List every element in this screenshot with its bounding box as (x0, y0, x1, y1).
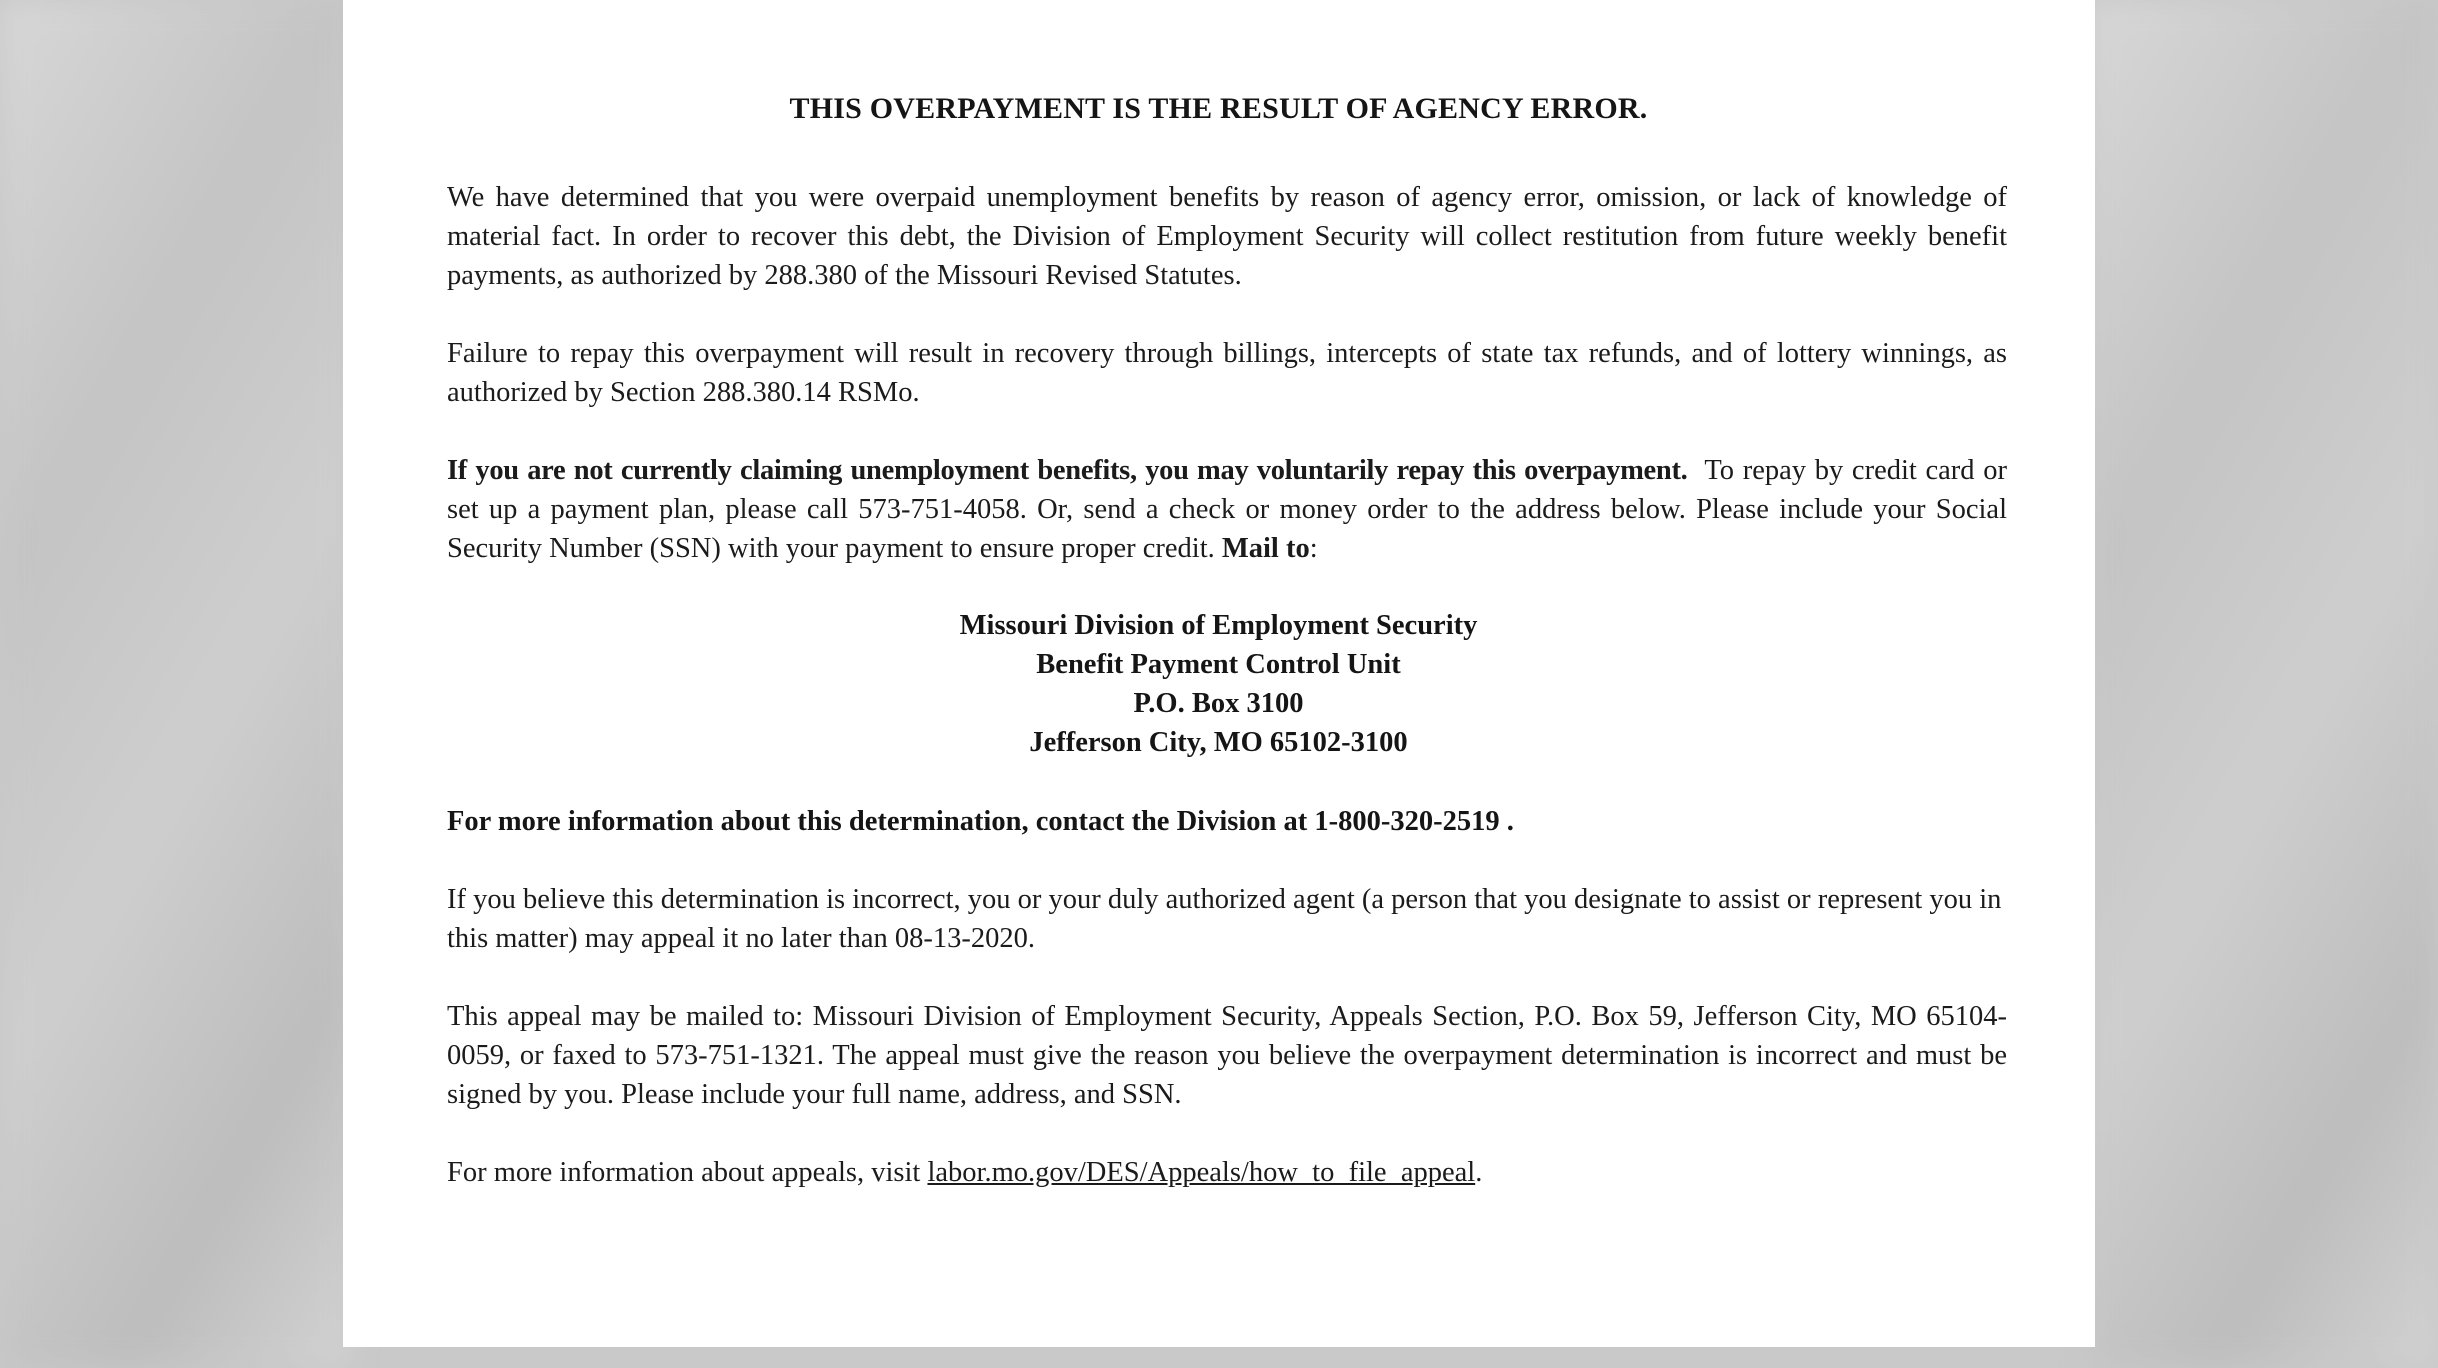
appeals-link-prefix: For more information about appeals, visit (447, 1157, 928, 1188)
paragraph-appeal-rights: If you believe this determination is incorrect, you or your duly authorized agent (a person that you designate to assist or represent you in this matter) may appeal it no later than 08-13-2020. (447, 884, 2002, 954)
background-blur-left (0, 0, 350, 1368)
voluntary-repayment-body: To repay by credit card or set up a payment plan, please call 573-751-4058. Or, send a check or money order to the address below. Please include your Social Security Number (SSN) with your payment to ensure proper credit. (447, 455, 2007, 564)
appeals-info-link[interactable]: labor.mo.gov/DES/Appeals/how_to_file_appeal (927, 1157, 1476, 1188)
page-title: THIS OVERPAYMENT IS THE RESULT OF AGENCY ERROR. (789, 92, 1648, 125)
document-page (343, 0, 2095, 1347)
mailing-address-block (406, 606, 2031, 762)
contact-division-line: For more information about this determination, contact the Division at 1-800-320-2519 . (447, 806, 1514, 837)
mailing-address-line-1: Missouri Division of Employment Security (959, 610, 1478, 641)
voluntary-repayment-lead: If you are not currently claiming unemployment benefits, you may voluntarily repay this overpayment. (447, 455, 1688, 486)
mailing-address-line-3: P.O. Box 3100 (1133, 688, 1304, 719)
paragraph-appeal-instructions: This appeal may be mailed to: Missouri Division of Employment Security, Appeals Section, P.O. Box 59, Jefferson City, MO 65104-0059, or faxed to 573-751-1321. The appeal must give the reason you believe the overpayment determination is incorrect and must be signed by you. Please include your full name, address, and SSN. (447, 1001, 2007, 1110)
paragraph-voluntary-repayment (406, 451, 2031, 568)
paragraph-failure-to-repay: Failure to repay this overpayment will result in recovery through billings, intercepts of state tax refunds, and of lottery winnings, as authorized by Section 288.380.14 RSMo. (447, 338, 2007, 408)
mail-to-colon: : (1309, 533, 1318, 564)
mail-to-label: Mail to (1221, 533, 1310, 564)
paragraph-appeals-link (406, 1153, 2031, 1192)
appeals-link-suffix: . (1475, 1157, 1483, 1188)
mailing-address-line-2: Benefit Payment Control Unit (1036, 649, 1401, 680)
mailing-address-line-4: Jefferson City, MO 65102-3100 (1029, 727, 1408, 758)
document-content (343, 0, 2095, 1192)
paragraph-overpayment-determination: We have determined that you were overpaid unemployment benefits by reason of agency error, omission, or lack of knowledge of material fact. In order to recover this debt, the Division of Employment Security will collect restitution from future weekly benefit payments, as authorized by 288.380 of the Missouri Revised Statutes. (447, 182, 2007, 291)
background-blur-right (2088, 0, 2438, 1368)
